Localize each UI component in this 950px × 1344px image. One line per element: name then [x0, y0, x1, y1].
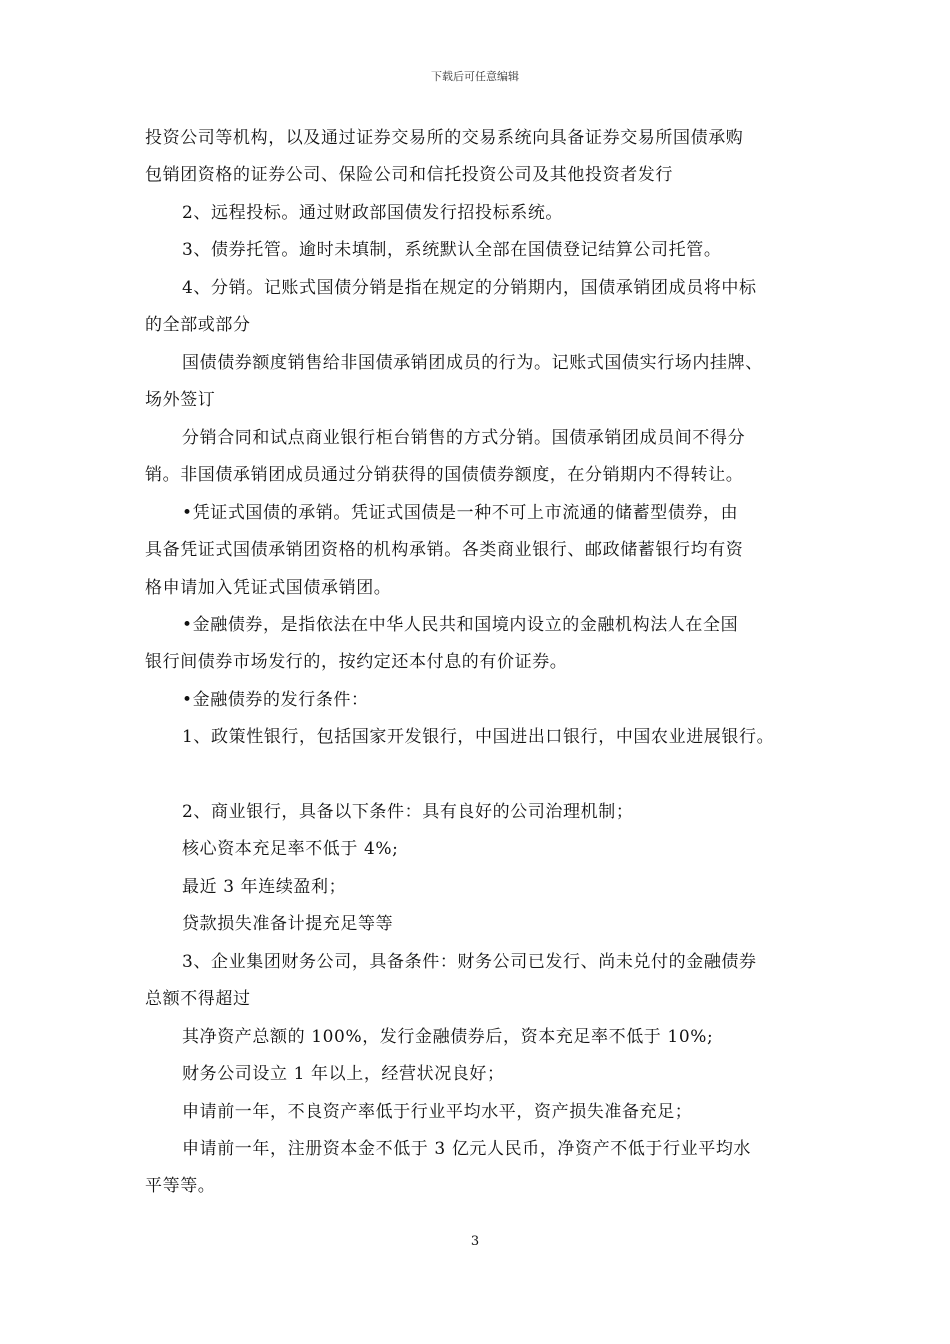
paragraph-line: 的全部或部分	[145, 315, 251, 335]
paragraph-line: •金融债券，是指依法在中华人民共和国境内设立的金融机构法人在全国	[182, 615, 739, 635]
paragraph-line: 场外签订	[145, 390, 216, 410]
paragraph-line: 投资公司等机构，以及通过证券交易所的交易系统向具备证券交易所国债承购	[145, 128, 744, 148]
paragraph-line: 包销团资格的证券公司、保险公司和信托投资公司及其他投资者发行	[145, 165, 673, 185]
paragraph-line: 3、债券托管。逾时未填制，系统默认全部在国债登记结算公司托管。	[182, 240, 722, 260]
paragraph-line: •凭证式国债的承销。凭证式国债是一种不可上市流通的储蓄型债券，由	[182, 503, 739, 523]
paragraph-line: 2、商业银行，具备以下条件：具有良好的公司治理机制；	[182, 802, 634, 822]
paragraph-line: 总额不得超过	[145, 989, 251, 1009]
paragraph-line: 国债债券额度销售给非国债承销团成员的行为。记账式国债实行场内挂牌、	[182, 353, 763, 373]
paragraph-line: 4、分销。记账式国债分销是指在规定的分销期内，国债承销团成员将中标	[182, 278, 757, 298]
page-number: 3	[470, 1234, 480, 1249]
paragraph-line: 具备凭证式国债承销团资格的机构承销。各类商业银行、邮政储蓄银行均有资	[145, 540, 744, 560]
paragraph-line: •金融债券的发行条件：	[182, 690, 369, 710]
paragraph-line: 银行间债券市场发行的，按约定还本付息的有价证券。	[145, 652, 568, 672]
paragraph-line: 申请前一年，注册资本金不低于 3 亿元人民币，净资产不低于行业平均水	[182, 1139, 752, 1159]
paragraph-line: 核心资本充足率不低于 4%;	[182, 839, 399, 859]
paragraph-line: 销。非国债承销团成员通过分销获得的国债债券额度，在分销期内不得转让。	[145, 465, 744, 485]
paragraph-line: 分销合同和试点商业银行柜台销售的方式分销。国债承销团成员间不得分	[182, 428, 746, 448]
paragraph-line: 财务公司设立 1 年以上，经营状况良好；	[182, 1064, 505, 1084]
paragraph-line: 格申请加入凭证式国债承销团。	[145, 578, 392, 598]
paragraph-line: 贷款损失准备计提充足等等	[182, 914, 394, 934]
paragraph-line: 2、远程投标。通过财政部国债发行招投标系统。	[182, 203, 564, 223]
paragraph-line: 1、政策性银行，包括国家开发银行，中国进出口银行，中国农业进展银行。	[182, 727, 775, 747]
paragraph-line: 申请前一年，不良资产率低于行业平均水平，资产损失准备充足；	[182, 1102, 693, 1122]
page-header: 下载后可任意编辑	[431, 70, 519, 83]
paragraph-line: 最近 3 年连续盈利；	[182, 877, 347, 897]
paragraph-line: 平等等。	[145, 1176, 216, 1196]
paragraph-line: 3、企业集团财务公司，具备条件：财务公司已发行、尚未兑付的金融债券	[182, 952, 757, 972]
paragraph-line: 其净资产总额的 100%，发行金融债券后，资本充足率不低于 10%;	[182, 1027, 714, 1047]
